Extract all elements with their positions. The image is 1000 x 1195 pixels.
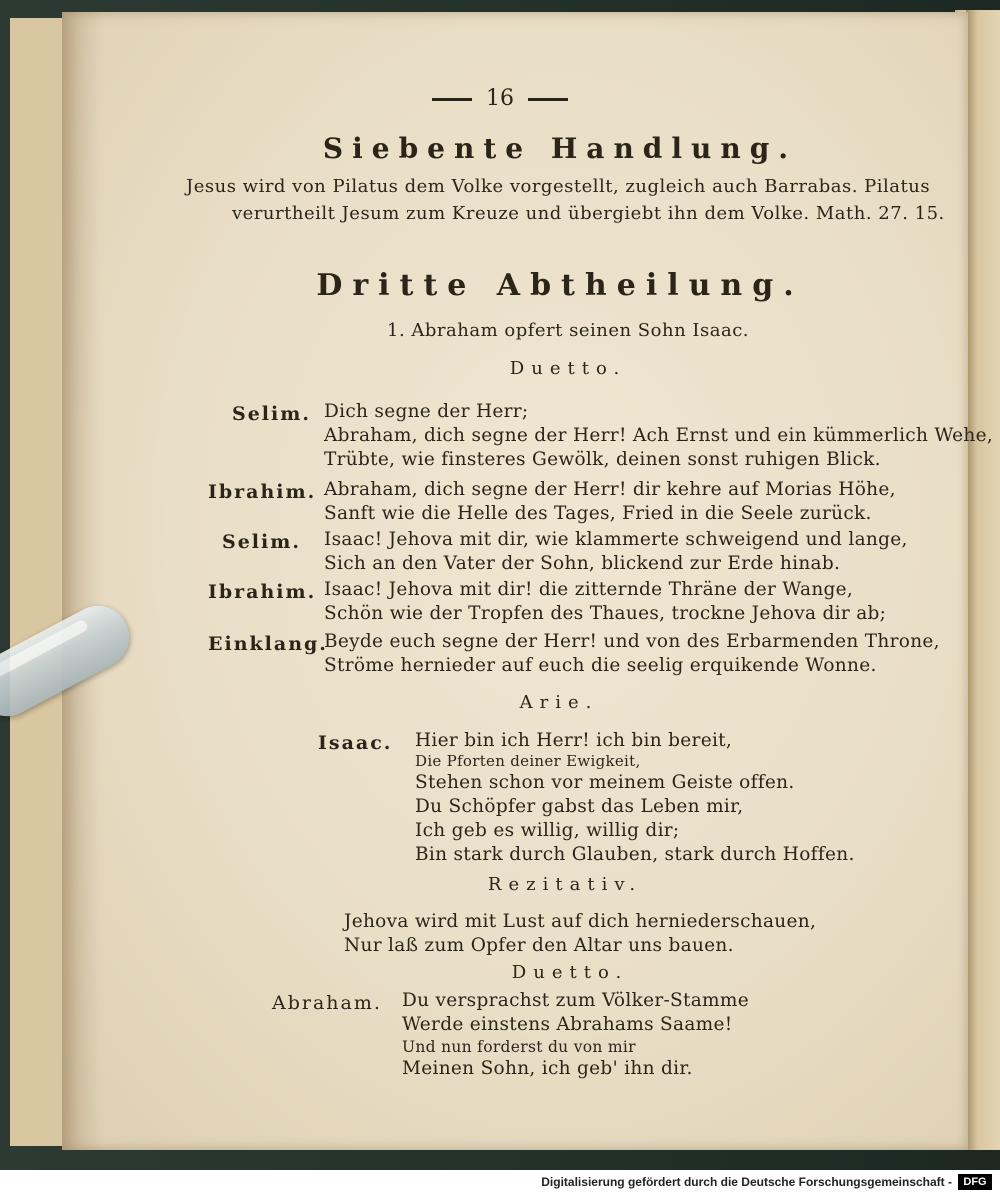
verse-line: Isaac! Jehova mit dir! die zitternde Thräne der Wange, [324, 579, 854, 600]
footer-bar [0, 1170, 1000, 1195]
verse-line: Hier bin ich Herr! ich bin bereit, [415, 730, 733, 751]
rule-right [528, 98, 568, 101]
verse-line: Die Pforten deiner Ewigkeit, [415, 752, 641, 770]
section-title: 1. Abraham opfert seinen Sohn Isaac. [387, 320, 749, 341]
verse-line: Bin stark durch Glauben, stark durch Hoffen. [415, 844, 855, 865]
speaker-selim-1: Selim. [232, 403, 311, 425]
verse-line: Nur laß zum Opfer den Altar uns bauen. [344, 935, 734, 956]
dfg-logo: DFG [958, 1174, 992, 1190]
rezitativ-heading: Rezitativ. [487, 874, 643, 895]
verse-line: Sanft wie die Helle des Tages, Fried in die Seele zurück. [324, 503, 872, 524]
verse-line: Du Schöpfer gabst das Leben mir, [415, 796, 744, 817]
verse-line: Sich an den Vater der Sohn, blickend zur Erde hinab. [324, 553, 841, 574]
subtitle-line-1: Jesus wird von Pilatus dem Volke vorgestellt, zugleich auch Barrabas. Pilatus [186, 176, 931, 197]
verse-line: Beyde euch segne der Herr! und von des Erbarmenden Throne, [324, 631, 940, 652]
verse-line: Jehova wird mit Lust auf dich herniederschauen, [344, 911, 817, 932]
verse-line: Abraham, dich segne der Herr! dir kehre auf Morias Höhe, [324, 479, 896, 500]
footer-credit: Digitalisierung gefördert durch die Deutsche Forschungsgemeinschaft - [541, 1175, 952, 1189]
speaker-ibrahim-2: Ibrahim. [208, 581, 317, 603]
speaker-abraham: Abraham. [272, 992, 382, 1014]
arie-heading: Arie. [519, 692, 599, 713]
verse-line: Und nun forderst du von mir [402, 1038, 636, 1056]
verse-line: Dich segne der Herr; [324, 401, 529, 422]
verse-line: Ströme hernieder auf euch die seelig erquikende Wonne. [324, 655, 877, 676]
verse-line: Stehen schon vor meinem Geiste offen. [415, 772, 795, 793]
page-number: 16 [486, 86, 514, 111]
verse-line: Schön wie der Tropfen des Thaues, trockne Jehova dir ab; [324, 603, 887, 624]
verse-line: Du versprachst zum Völker-Stamme [402, 990, 749, 1011]
verse-line: Werde einstens Abrahams Saame! [402, 1014, 733, 1035]
verse-line: Isaac! Jehova mit dir, wie klammerte schweigend und lange, [324, 529, 908, 550]
duetto-heading-2: Duetto. [511, 962, 629, 983]
duetto-heading-1: Duetto. [509, 358, 627, 379]
subtitle-line-2: verurtheilt Jesum zum Kreuze und übergiebt ihn dem Volke. Math. 27. 15. [232, 203, 945, 224]
speaker-selim-2: Selim. [222, 531, 301, 553]
speaker-einklang: Einklang. [208, 633, 328, 655]
verse-line: Trübte, wie finsteres Gewölk, deinen sonst ruhigen Blick. [324, 449, 881, 470]
heading-siebente-handlung: Siebente Handlung. [322, 132, 798, 165]
speaker-ibrahim-1: Ibrahim. [208, 481, 317, 503]
verse-line: Meinen Sohn, ich geb' ihn dir. [402, 1058, 693, 1079]
rule-left [432, 98, 472, 101]
verse-line: Abraham, dich segne der Herr! Ach Ernst und ein kümmerlich Wehe, [324, 425, 994, 446]
heading-dritte-abtheilung: Dritte Abtheilung. [316, 268, 804, 303]
page-number-line [0, 86, 1000, 111]
speaker-isaac: Isaac. [318, 732, 393, 754]
verse-line: Ich geb es willig, willig dir; [415, 820, 680, 841]
